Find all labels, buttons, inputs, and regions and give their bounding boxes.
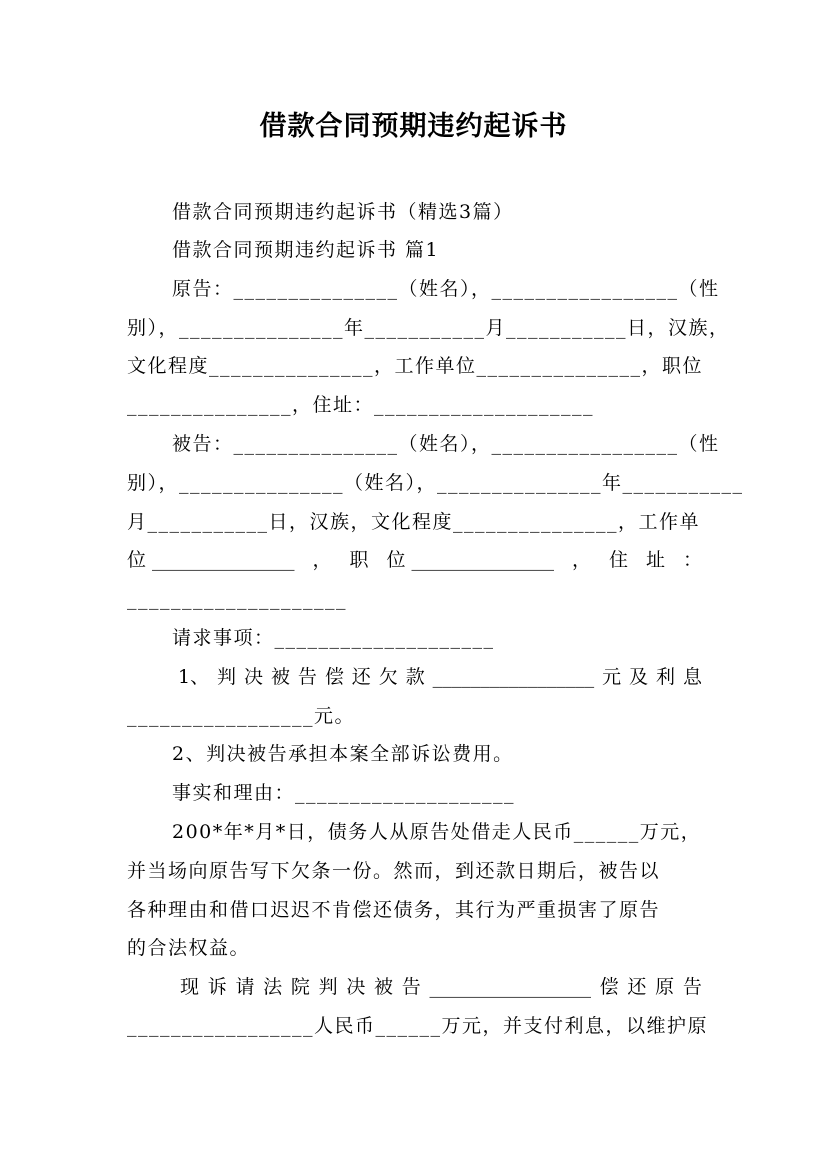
text-segment: _________________ [429,976,591,998]
text-segment: 1、 [178,666,210,688]
section-heading: 借款合同预期违约起诉书 篇1 [172,239,440,261]
text-segment: 住 [608,549,628,571]
text-segment: 职 [349,549,369,571]
text-segment: 息 [682,666,702,688]
text-segment: 款 [405,666,425,688]
claim-1-line-1 [178,665,702,689]
text-segment: 告 [297,666,317,688]
claim-2: 2、判决被告承担本案全部诉讼费用。 [172,743,514,765]
text-segment: 诉 [207,976,227,998]
plaintiff-line-4: _______________，住址：____________________ [127,394,595,416]
text-segment: 被 [374,976,394,998]
document-title: 借款合同预期违约起诉书 [259,111,568,142]
claims-heading: 请求事项：____________________ [172,627,495,649]
facts-line-1: 200*年*月*日，债务人从原告处借走人民币______万元， [172,821,702,843]
text-segment: _________________ [432,666,595,688]
claim-1-line-2: _________________元。 [127,705,356,727]
request-line-2: _________________人民币______万元，并支付利息，以维护原 [127,1015,709,1037]
text-segment: 决 [346,976,366,998]
text-segment: 院 [290,976,310,998]
facts-line-2: 并当场向原告写下欠条一份。然而，到还款日期后，被告以 [127,860,661,882]
text-segment: 被 [270,666,290,688]
text-segment: 及 [629,666,649,688]
plaintiff-line-2: 别），_______________年___________月___________日，汉族， [127,317,730,339]
text-segment: 判 [318,976,338,998]
defendant-line-4 [127,548,702,572]
text-segment: 请 [235,976,255,998]
text-segment: 元 [602,666,622,688]
text-segment: 现 [180,976,200,998]
text-segment: 还 [627,976,647,998]
text-segment: 位 _______________ [386,549,555,571]
text-segment: ， [312,549,332,571]
plaintiff-line-1: 原告：_______________（姓名），_________________（性 [172,278,720,300]
text-segment: 利 [656,666,676,688]
text-segment: 告 [682,976,702,998]
text-segment: 还 [351,666,371,688]
facts-line-4: 的合法权益。 [127,937,251,959]
text-segment: 偿 [599,976,619,998]
text-segment: 欠 [378,666,398,688]
document-subtitle: 借款合同预期违约起诉书（精选3篇） [172,201,514,223]
text-segment: 决 [243,666,263,688]
defendant-line-2: 别），_______________（姓名），_______________年___________ [127,472,744,494]
text-segment: 告 [401,976,421,998]
text-segment: ， [572,549,592,571]
facts-heading: 事实和理由：____________________ [172,782,516,804]
text-segment: 原 [655,976,675,998]
text-segment: 判 [217,666,237,688]
request-line-1 [180,975,702,999]
defendant-line-3: 月___________日，汉族，文化程度_______________，工作单 [127,511,701,533]
facts-line-3: 各种理由和借口迟迟不肯偿还债务，其行为严重损害了原告 [127,899,661,921]
text-segment: 位 _______________ [127,549,295,571]
text-segment: 偿 [324,666,344,688]
plaintiff-line-3: 文化程度_______________，工作单位_______________，职位 [127,355,704,377]
defendant-line-1: 被告：_______________（姓名），_________________（性 [172,433,720,455]
defendant-line-5: ____________________ [127,588,347,610]
text-segment: 址 [645,549,665,571]
text-segment: 法 [263,976,283,998]
text-segment: ： [682,549,702,571]
